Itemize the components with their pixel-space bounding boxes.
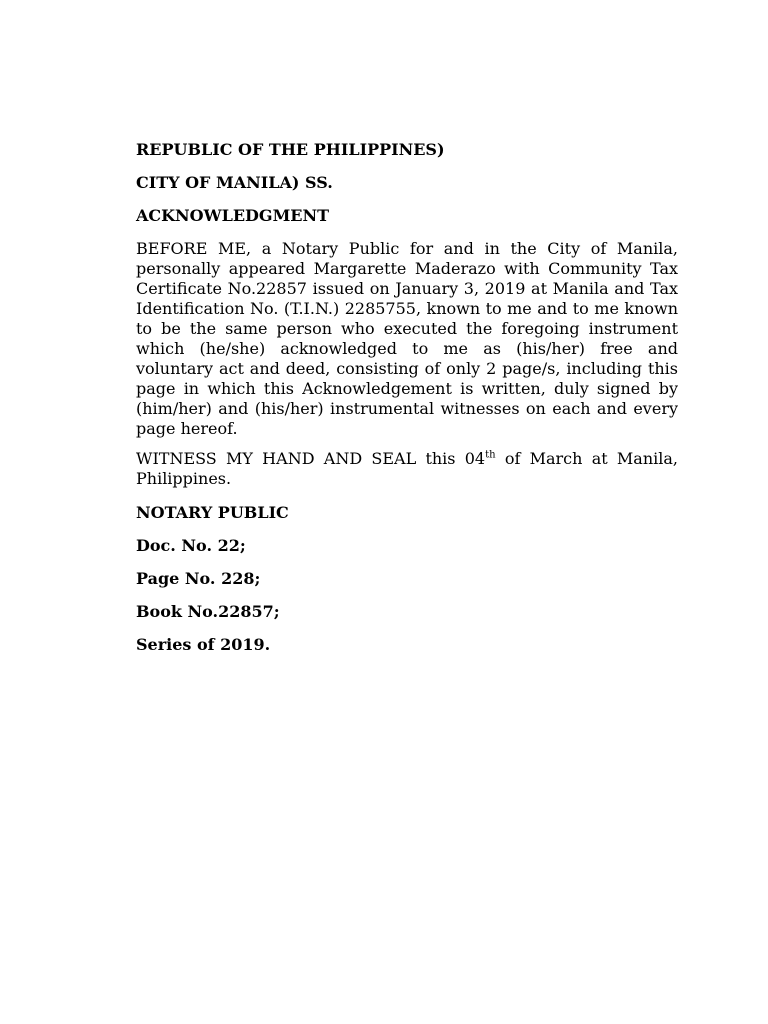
page-number: Page No. 228; <box>136 569 261 588</box>
acknowledgment-document <box>136 140 678 668</box>
jurisdiction-country: REPUBLIC OF THE PHILIPPINES) <box>136 140 445 159</box>
jurisdiction-city: CITY OF MANILA) SS. <box>136 173 333 192</box>
book-number: Book No.22857; <box>136 602 280 621</box>
witness-suffix: of March at Manila, Philippines. <box>136 449 678 488</box>
acknowledgment-paragraph: BEFORE ME, a Notary Public for and in the City of Manila, personally appeared Margarette Maderazo with Community Tax Certificate No.22857 issued on January 3, 2019 at Manila and Tax Identification No. (T.I.N.) 2285755, known to me and to me known to be the same person who executed the foregoing instrument which (he/she) acknowledged to me as (his/her) free and voluntary act and deed, consisting of only 2 page/s, including this page in which this Acknowledgement is written, duly signed by (him/her) and (his/her) instrumental witnesses on each and every page hereof. <box>136 239 678 438</box>
witness-prefix: WITNESS MY HAND AND SEAL this 04 <box>136 449 486 468</box>
series-year: Series of 2019. <box>136 635 271 654</box>
notary-public-label: NOTARY PUBLIC <box>136 503 289 522</box>
witness-day-suffix: th <box>485 449 496 461</box>
witness-clause <box>136 449 678 489</box>
doc-number: Doc. No. 22; <box>136 536 246 555</box>
document-title: ACKNOWLEDGMENT <box>136 206 330 225</box>
